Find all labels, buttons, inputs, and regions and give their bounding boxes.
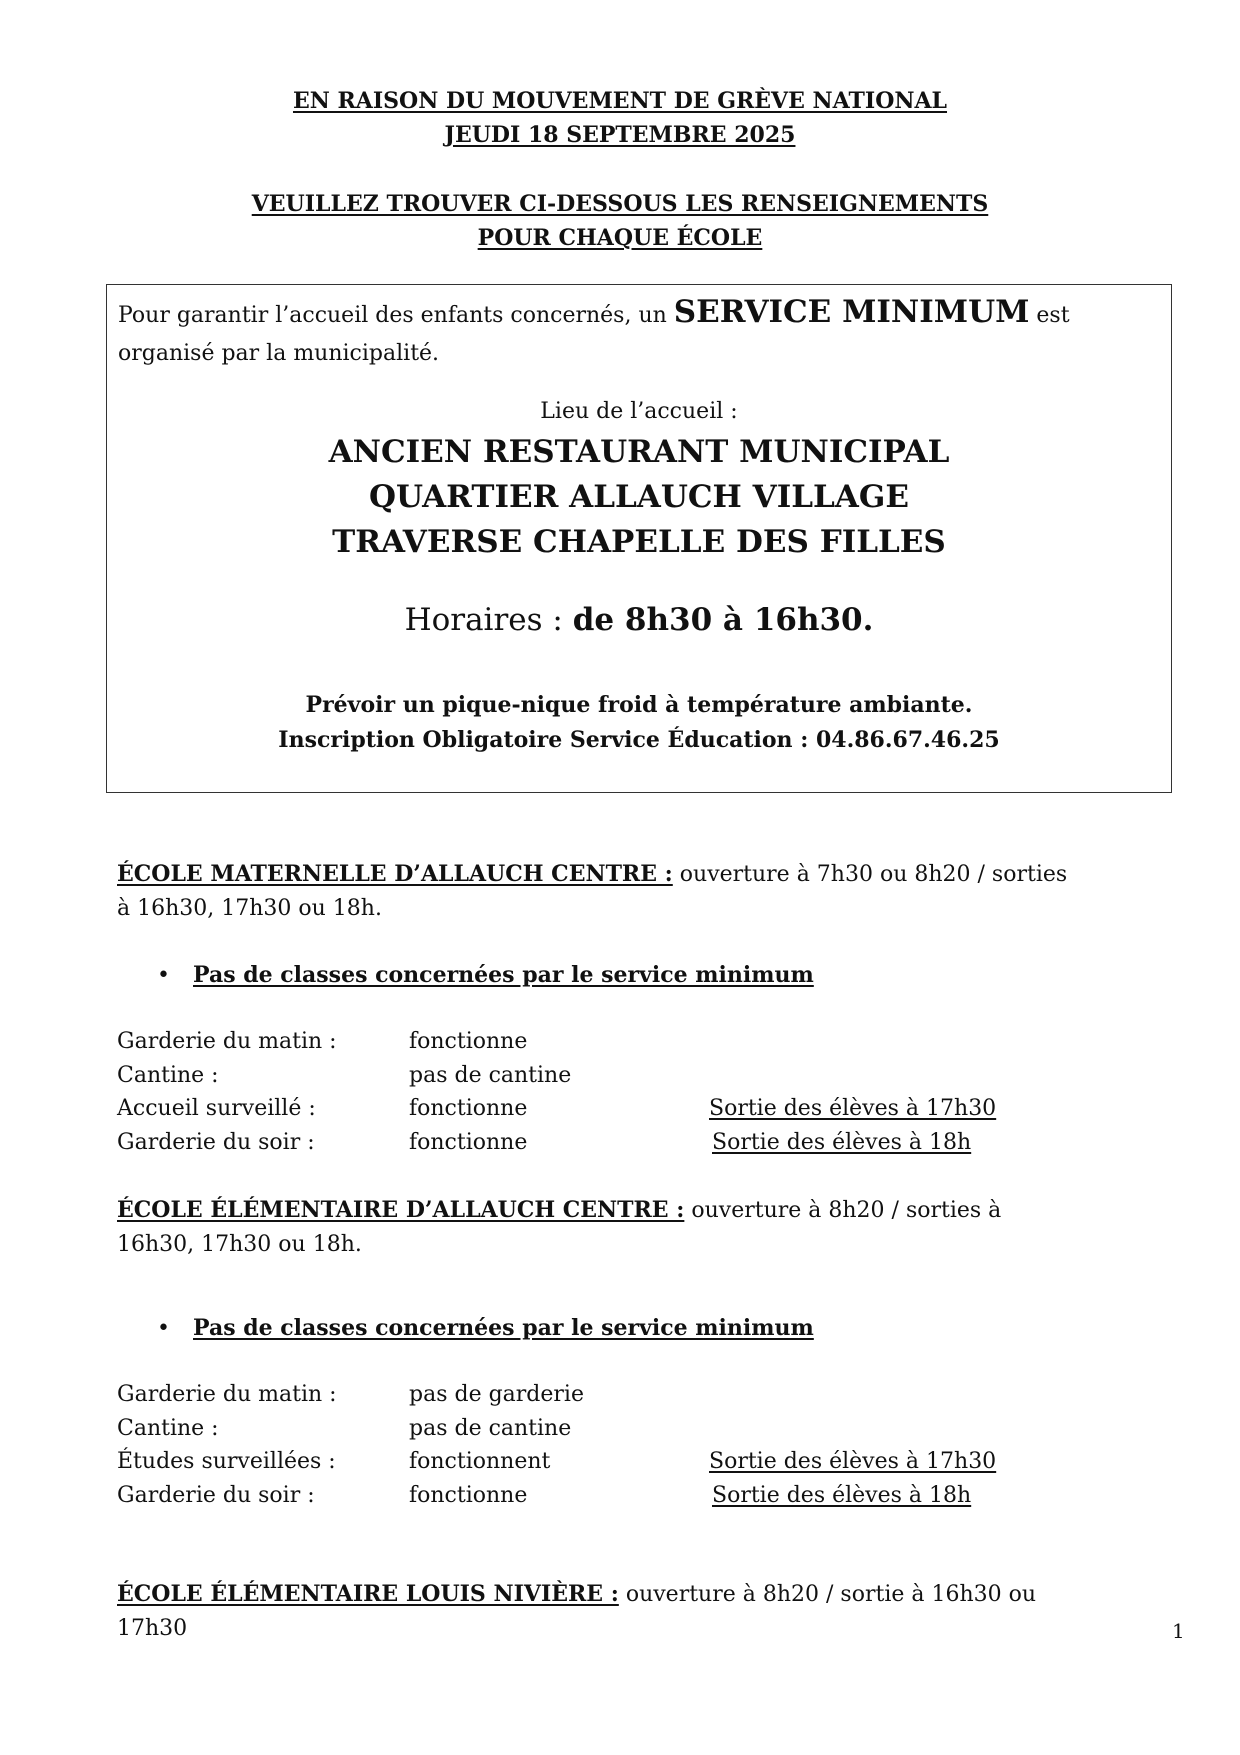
service-status: pas de cantine <box>409 1415 572 1441</box>
header-line-3: VEUILLEZ TROUVER CI-DESSOUS LES RENSEIGNEMENTS <box>251 191 989 217</box>
bullet-text: Pas de classes concernées par le service minimum <box>193 962 814 988</box>
strike-announcement-header <box>0 84 1240 152</box>
location-label: Lieu de l’accueil : <box>540 399 738 424</box>
service-label: Garderie du matin : <box>117 1382 337 1407</box>
opening-hours <box>107 600 1171 640</box>
bullet-icon: • <box>157 963 170 988</box>
service-status: pas de garderie <box>409 1382 584 1407</box>
service-label: Garderie du soir : <box>117 1129 315 1155</box>
header-line-4: POUR CHAQUE ÉCOLE <box>477 225 763 251</box>
bullet-icon: • <box>157 1316 170 1341</box>
header-line-1: EN RAISON DU MOUVEMENT DE GRÈVE NATIONAL <box>292 88 948 114</box>
notice-intro <box>118 293 1158 373</box>
service-status: fonctionne <box>409 1482 528 1508</box>
school-hours: ouverture à 7h30 ou 8h20 / sorties à 16h30, 17h30 ou 18h. <box>117 862 1068 921</box>
school-heading <box>117 1577 1077 1646</box>
services-table <box>117 1025 1077 1159</box>
service-minimum-notice-box <box>106 284 1172 793</box>
school-hours: ouverture à 8h20 / sorties à 16h30, 17h30 ou 18h. <box>117 1198 1002 1257</box>
bullet-item <box>157 958 814 993</box>
service-row <box>117 1445 1077 1479</box>
header-line-2: JEUDI 18 SEPTEMBRE 2025 <box>444 122 796 148</box>
service-label: Accueil surveillé : <box>117 1096 316 1121</box>
service-row <box>117 1378 1077 1412</box>
school-heading <box>117 857 1077 926</box>
hours-value: de 8h30 à 16h30. <box>572 602 874 638</box>
service-label: Cantine : <box>117 1062 219 1088</box>
service-label: Cantine : <box>117 1415 219 1441</box>
service-row <box>117 1059 1077 1093</box>
school-section <box>117 857 1077 1155</box>
service-row <box>117 1092 1077 1126</box>
service-exit-time: Sortie des élèves à 18h <box>712 1129 972 1155</box>
intro-text-before: Pour garantir l’accueil des enfants concernés, un <box>118 303 674 328</box>
location-line: QUARTIER ALLAUCH VILLAGE <box>369 479 909 515</box>
service-status: fonctionne <box>409 1129 528 1155</box>
service-exit-time: Sortie des élèves à 18h <box>712 1482 972 1508</box>
school-title: ÉCOLE ÉLÉMENTAIRE LOUIS NIVIÈRE : <box>117 1581 619 1607</box>
instructions-header <box>0 187 1240 255</box>
practical-info <box>107 688 1171 758</box>
bullet-item <box>157 1311 814 1346</box>
service-status: fonctionnent <box>409 1449 551 1474</box>
bullet-text: Pas de classes concernées par le service minimum <box>193 1315 814 1341</box>
service-row <box>117 1412 1077 1446</box>
location-address <box>107 430 1171 565</box>
service-label: Garderie du matin : <box>117 1029 337 1054</box>
picnic-note: Prévoir un pique-nique froid à température ambiante. <box>305 692 973 718</box>
service-row <box>117 1126 1077 1160</box>
service-minimum-label: SERVICE MINIMUM <box>673 294 1030 330</box>
intro-text-after: est organisé par la municipalité. <box>118 303 1070 366</box>
hours-label: Horaires : <box>404 602 573 638</box>
service-status: pas de cantine <box>409 1062 572 1088</box>
school-section <box>117 1577 1077 1646</box>
school-title: ÉCOLE MATERNELLE D’ALLAUCH CENTRE : <box>117 861 673 887</box>
school-heading <box>117 1193 1077 1262</box>
service-label: Garderie du soir : <box>117 1482 315 1508</box>
location-line: TRAVERSE CHAPELLE DES FILLES <box>332 524 946 560</box>
school-title: ÉCOLE ÉLÉMENTAIRE D’ALLAUCH CENTRE : <box>117 1197 685 1223</box>
services-table <box>117 1378 1077 1512</box>
school-hours: ouverture à 8h20 / sortie à 16h30 ou 17h30 <box>117 1582 1037 1641</box>
service-status: fonctionne <box>409 1029 528 1054</box>
school-section <box>117 1193 1077 1508</box>
service-exit-time: Sortie des élèves à 17h30 <box>709 1449 997 1474</box>
location-line: ANCIEN RESTAURANT MUNICIPAL <box>328 434 950 470</box>
service-exit-time: Sortie des élèves à 17h30 <box>709 1096 997 1121</box>
service-label: Études surveillées : <box>117 1449 336 1474</box>
service-row <box>117 1479 1077 1513</box>
service-row <box>117 1025 1077 1059</box>
service-status: fonctionne <box>409 1096 528 1121</box>
registration-note: Inscription Obligatoire Service Éducation : 04.86.67.46.25 <box>278 727 1000 753</box>
page-number: 1 <box>1172 1619 1185 1643</box>
